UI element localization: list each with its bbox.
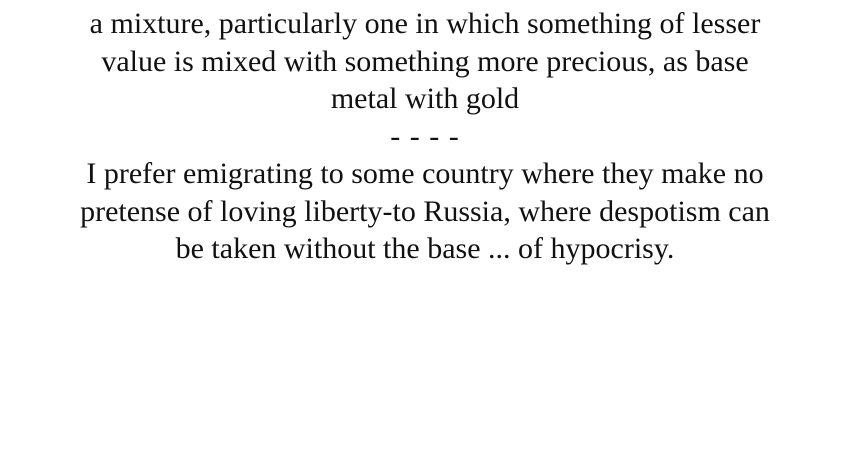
example-quote: I prefer emigrating to some country where they make no pretense of loving liberty-to Russia, where despotism can be taken without the base ... of hypocrisy. [80,157,770,265]
definition-text: a mixture, particularly one in which something of lesser value is mixed with something more precious, as base metal with gold [89,7,761,115]
separator: - - - - [390,119,460,153]
